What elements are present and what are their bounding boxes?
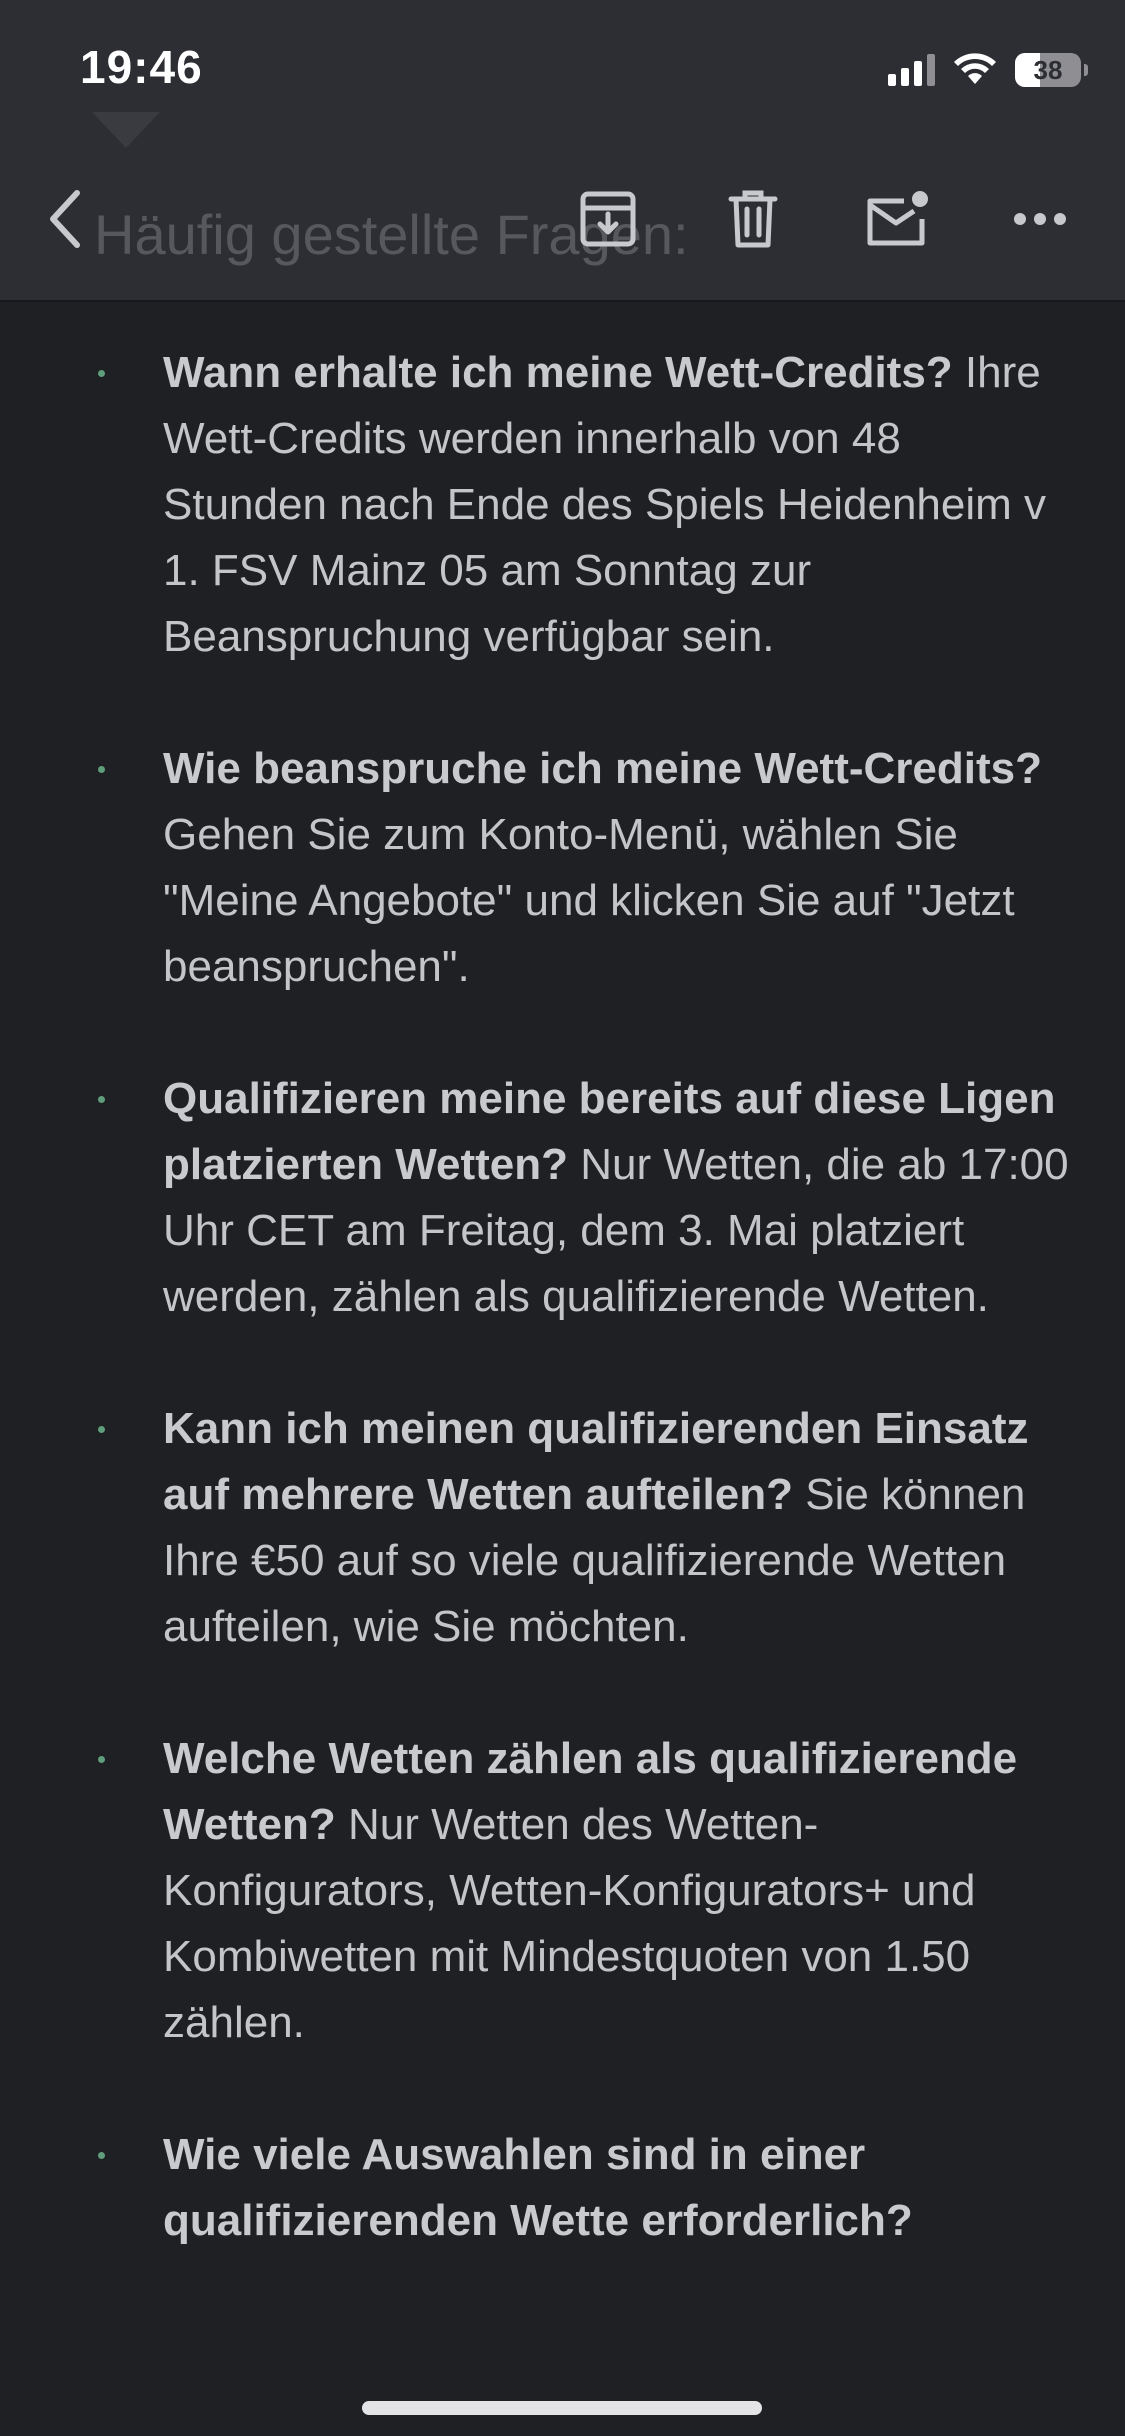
message-body <box>0 300 1125 2436</box>
faq-question: Wie viele Auswahlen sind in einer qualifizierenden Wette erforderlich? <box>163 2130 913 2245</box>
status-icons <box>888 50 1081 90</box>
faq-question: Wann erhalte ich meine Wett-Credits? <box>163 348 965 397</box>
trash-icon <box>728 189 778 249</box>
bullet-icon <box>98 1756 105 1763</box>
faq-question: Kann ich meinen qualifizierenden Einsatz auf mehrere Wetten aufteilen? <box>163 1404 1029 1519</box>
wifi-icon <box>953 51 997 90</box>
faq-answer: Sie können Ihre €50 auf so viele qualifizierende Wetten aufteilen, wie Sie möchten. <box>163 1470 1026 1651</box>
ghost-title: Häufig gestellte Fragen: <box>94 203 689 266</box>
bullet-icon <box>98 2152 105 2159</box>
faq-question: Wie beanspruche ich meine Wett-Credits? <box>163 744 1042 793</box>
home-indicator[interactable] <box>362 2401 762 2415</box>
faq-item <box>0 1066 1125 1330</box>
archive-button[interactable] <box>573 184 643 254</box>
bullet-icon <box>98 370 105 377</box>
faq-item <box>0 736 1125 1000</box>
message-toolbar <box>0 170 1125 266</box>
faq-answer: Ihre Wett-Credits werden innerhalb von 48 Stunden nach Ende des Spiels Heidenheim v 1. FSV Mainz 05 am Sonntag zur Beanspruchung verfügbar sein. <box>163 348 1047 661</box>
delete-button[interactable] <box>718 184 788 254</box>
battery-icon <box>1015 53 1081 87</box>
faq-question: Welche Wetten zählen als qualifizierende Wetten? <box>163 1734 1018 1849</box>
ellipsis-icon <box>1013 212 1067 226</box>
cellular-signal-icon <box>888 54 935 86</box>
bullet-icon <box>98 766 105 773</box>
pull-down-indicator <box>92 112 160 148</box>
chevron-left-icon <box>43 187 87 251</box>
faq-answer: Nur Wetten des Wetten-Konfigurators, Wetten-Konfigurators+ und Kombiwetten mit Mindestquoten von 1.50 zählen. <box>163 1800 976 2047</box>
mark-unread-button[interactable] <box>862 184 932 254</box>
bullet-icon <box>98 1426 105 1433</box>
status-bar <box>0 0 1125 130</box>
faq-item <box>0 1396 1125 1660</box>
bullet-icon <box>98 1096 105 1103</box>
faq-item <box>0 340 1125 670</box>
envelope-unread-icon <box>864 189 930 249</box>
top-chrome <box>0 0 1125 300</box>
faq-answer: Gehen Sie zum Konto-Menü, wählen Sie "Meine Angebote" und klicken Sie auf "Jetzt beanspruchen". <box>163 810 1015 991</box>
faq-item <box>0 1726 1125 2056</box>
archive-tray-icon <box>579 190 637 248</box>
faq-item <box>0 2122 1125 2254</box>
faq-answer: Nur Wetten, die ab 17:00 Uhr CET am Freitag, dem 3. Mai platziert werden, zählen als qualifizierende Wetten. <box>163 1140 1069 1321</box>
faq-list <box>0 340 1125 2320</box>
back-button[interactable] <box>30 184 100 254</box>
faq-question: Qualifizieren meine bereits auf diese Ligen platzierten Wetten? <box>163 1074 1056 1189</box>
battery-level: 38 <box>1033 54 1063 85</box>
status-time: 19:46 <box>80 41 203 93</box>
more-button[interactable] <box>1005 184 1075 254</box>
